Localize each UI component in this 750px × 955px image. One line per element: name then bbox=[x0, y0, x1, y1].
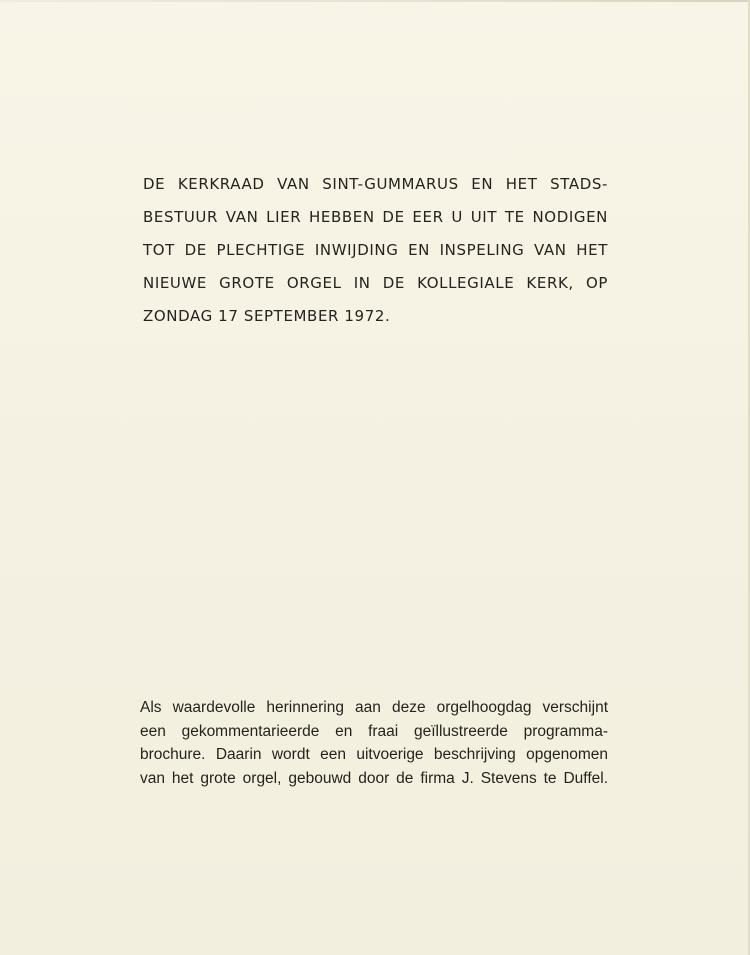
invitation-line: DE KERKRAAD VAN SINT-GUMMARUS EN HET STADS- bbox=[143, 175, 608, 193]
note-line: van het grote orgel, gebouwd door de firma J. Stevens te Duffel. bbox=[140, 769, 608, 787]
invitation-text-block bbox=[143, 168, 608, 333]
paper-top-edge bbox=[0, 0, 750, 2]
invitation-line: BESTUUR VAN LIER HEBBEN DE EER U UIT TE NODIGEN bbox=[143, 208, 608, 226]
note-line: Als waardevolle herinnering aan deze orgelhoogdag verschijnt bbox=[140, 699, 608, 716]
brochure-note-block bbox=[140, 696, 608, 790]
invitation-line: NIEUWE GROTE ORGEL IN DE KOLLEGIALE KERK, OP bbox=[143, 274, 608, 292]
invitation-line: TOT DE PLECHTIGE INWIJDING EN INSPELING VAN HET bbox=[143, 241, 608, 259]
note-line: brochure. Daarin wordt een uitvoerige beschrijving opgenomen bbox=[140, 746, 608, 763]
note-line: een gekommentarieerde en fraai geïllustreerde programma- bbox=[140, 722, 608, 740]
invitation-line: ZONDAG 17 SEPTEMBER 1972. bbox=[143, 307, 391, 325]
